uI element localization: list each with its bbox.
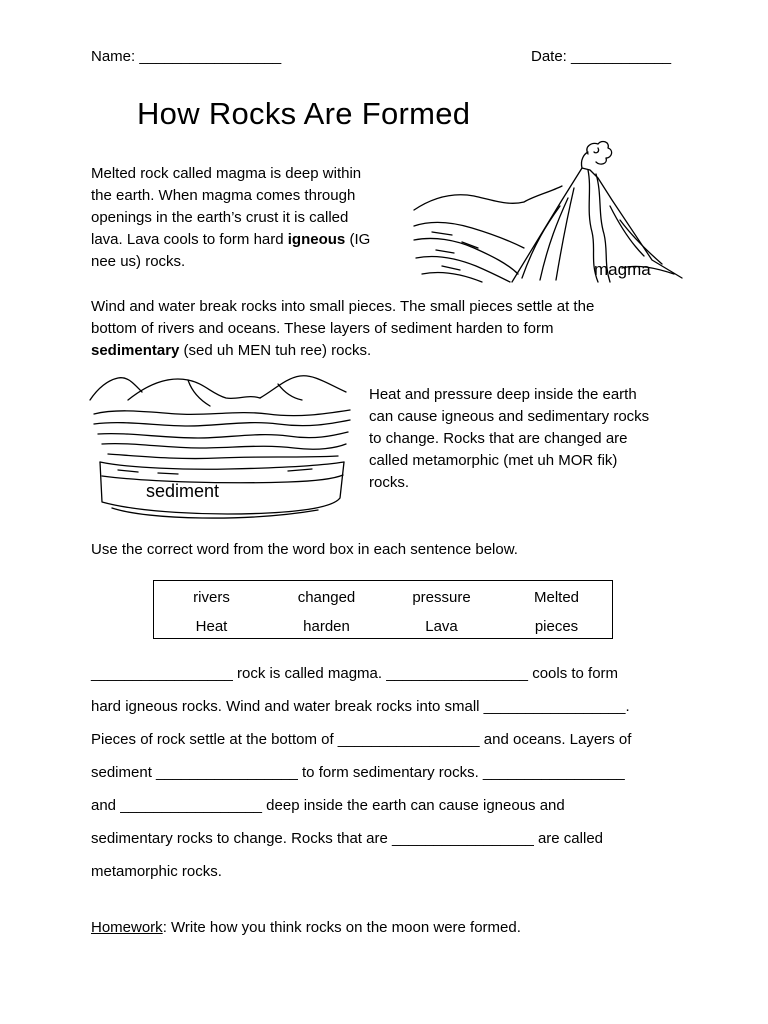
date-field-label: Date: ____________ <box>531 48 672 65</box>
word-box-word: pressure <box>412 589 471 606</box>
text-segment: (IG <box>345 231 371 248</box>
fill-in-line: sediment _________________ to form sedimentary rocks. _________________ <box>91 764 625 781</box>
word-box-word: harden <box>303 618 350 635</box>
word-box-word: Melted <box>533 589 580 606</box>
homework-text: : Write how you think rocks on the moon were formed. <box>162 919 521 936</box>
text-segment: (sed uh MEN tuh ree) rocks. <box>179 342 372 359</box>
word-box-word: rivers <box>193 589 230 606</box>
homework-label: Homework <box>91 919 163 936</box>
fill-in-line: sedimentary rocks to change. Rocks that are _________________ are called <box>91 830 603 847</box>
igneous-term: igneous <box>287 231 346 248</box>
name-field-label: Name: _________________ <box>91 48 282 65</box>
fill-in-line: Pieces of rock settle at the bottom of _________________ and oceans. Layers of <box>91 731 632 748</box>
igneous-paragraph <box>91 163 370 273</box>
instruction-text: Use the correct word from the word box in each sentence below. <box>91 541 518 558</box>
paragraph-line: nee us) rocks. <box>91 253 186 270</box>
word-box-word: pieces <box>534 618 579 635</box>
paragraph-line: Heat and pressure deep inside the earth <box>369 386 637 403</box>
paragraph-line: rocks. <box>369 474 410 491</box>
paragraph-line: Wind and water break rocks into small pieces. The small pieces settle at the <box>91 298 595 315</box>
magma-label: magma <box>594 260 651 279</box>
sedimentary-term: sedimentary <box>91 342 180 359</box>
paragraph-line <box>91 340 594 362</box>
paragraph-line: bottom of rivers and oceans. These layers of sediment harden to form <box>91 320 554 337</box>
homework-prompt <box>91 917 521 939</box>
sediment-label: sediment <box>146 481 220 501</box>
paragraph-line: Melted rock called magma is deep within <box>91 165 362 182</box>
sediment-illustration <box>88 370 354 522</box>
sedimentary-paragraph <box>91 296 594 362</box>
word-box-word: changed <box>297 589 356 606</box>
word-box <box>153 580 613 639</box>
fill-in-line: and _________________ deep inside the earth can cause igneous and <box>91 797 565 814</box>
paragraph-line: called metamorphic (met uh MOR fik) <box>369 452 618 469</box>
fill-in-line: metamorphic rocks. <box>91 863 222 880</box>
metamorphic-paragraph <box>369 384 649 494</box>
paragraph-line: openings in the earth’s crust it is called <box>91 209 349 226</box>
page-title: How Rocks Are Formed <box>137 96 471 131</box>
sediment-drawing <box>88 370 354 522</box>
paragraph-line: the earth. When magma comes through <box>91 187 356 204</box>
paragraph-line <box>91 229 370 251</box>
paragraph-line: to change. Rocks that are changed are <box>369 430 628 447</box>
paragraph-line: can cause igneous and sedimentary rocks <box>369 408 650 425</box>
fill-in-line: _________________ rock is called magma. _________________ cools to form <box>91 665 619 682</box>
text-segment: lava. Lava cools to form hard <box>91 231 288 248</box>
word-box-word: Lava <box>425 618 458 635</box>
volcano-illustration <box>412 140 684 288</box>
word-box-word: Heat <box>195 618 228 635</box>
fill-in-line: hard igneous rocks. Wind and water break rocks into small _________________. <box>91 698 630 715</box>
volcano-drawing <box>412 140 684 288</box>
